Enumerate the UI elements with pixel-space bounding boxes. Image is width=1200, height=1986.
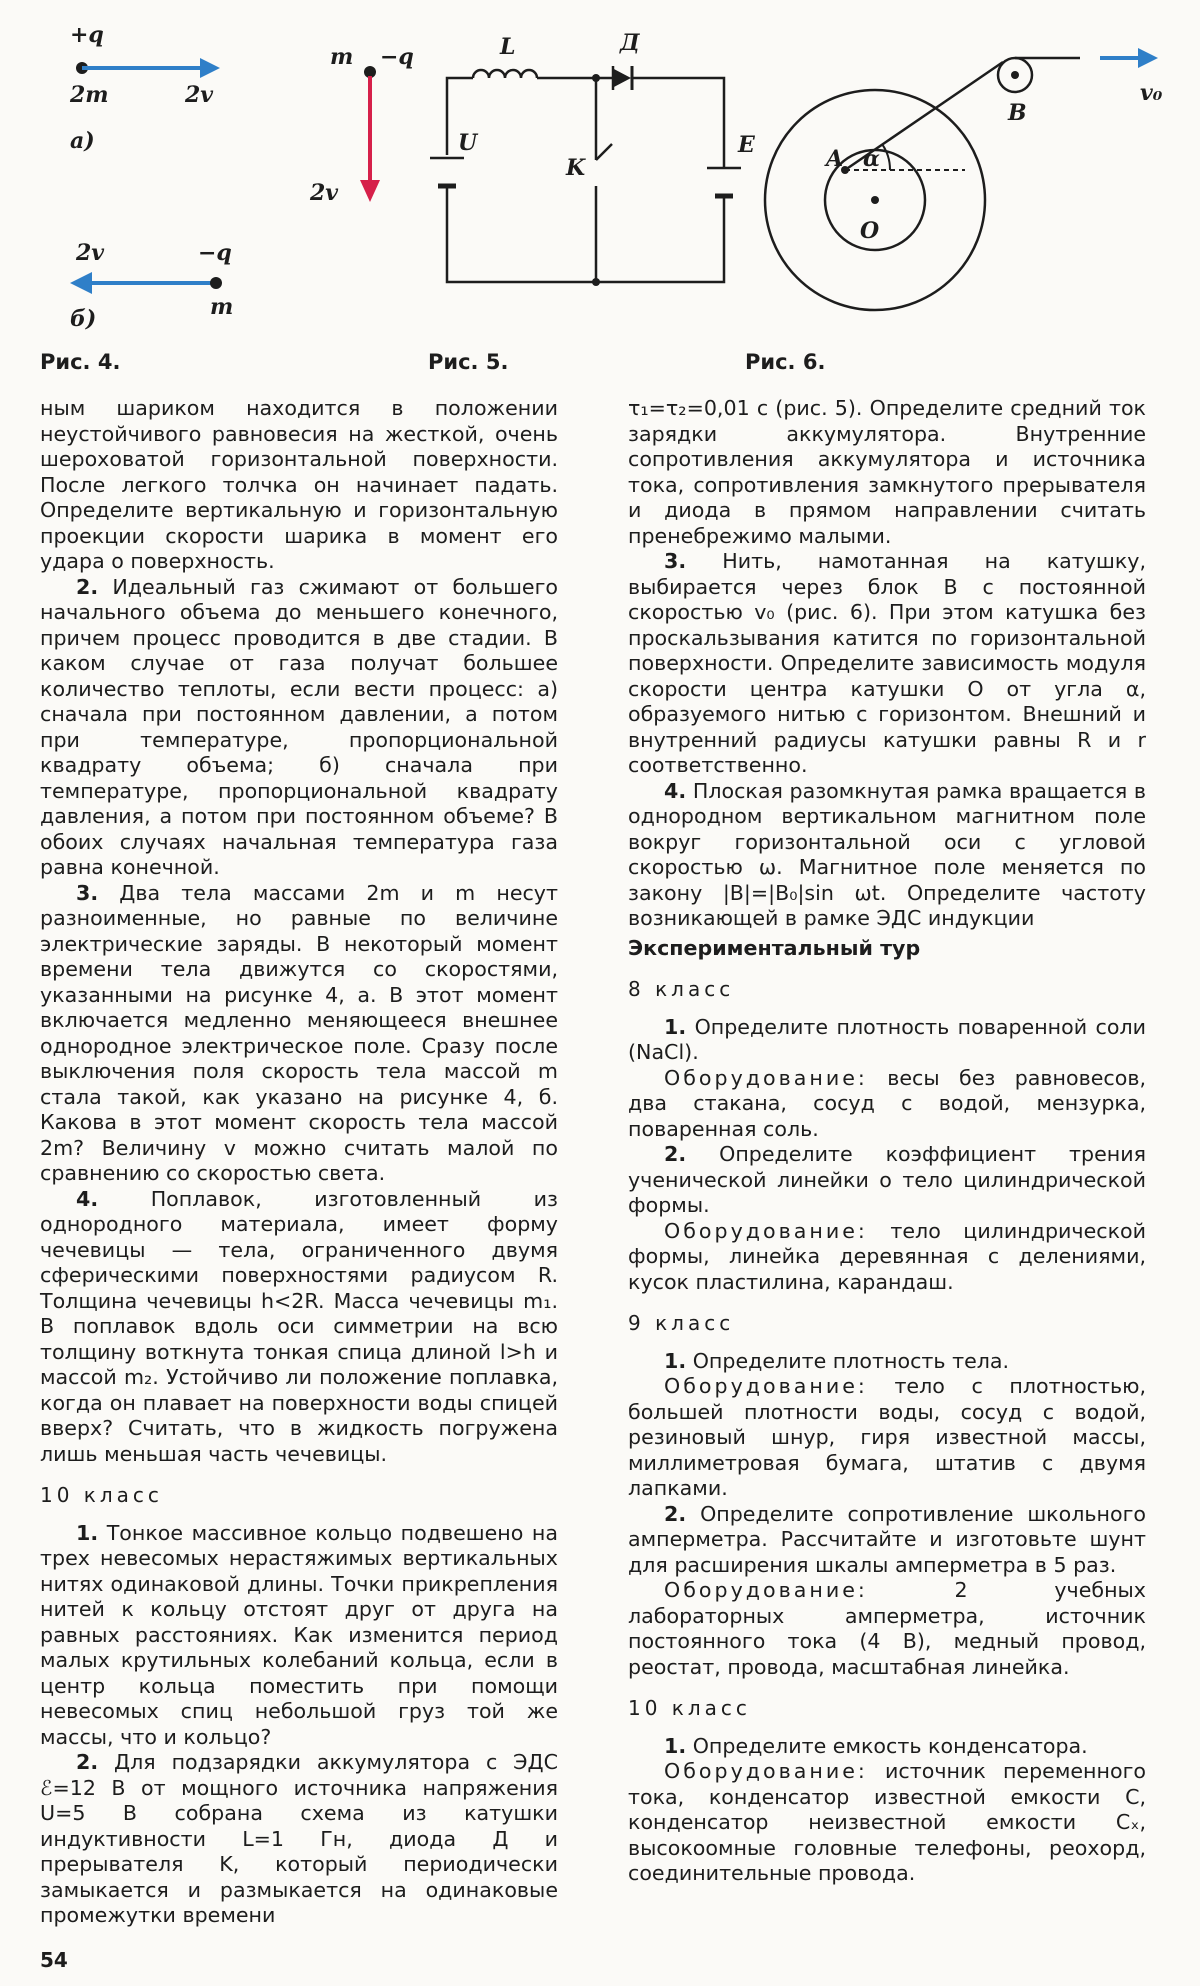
exp-9-2-equip: Оборудование: 2 учебных лабораторных амперметра, источник постоянного тока (4 В), медный провод, реостат, провода, масштабная линейка. <box>628 1578 1146 1679</box>
fig6-caption: Рис. 6. <box>745 350 826 374</box>
fig4-charge-neg: −q <box>198 240 232 266</box>
fig4-mass-b: m <box>210 294 234 320</box>
fig5-arrowhead <box>360 180 380 202</box>
fig5-inductor-label: L <box>500 34 516 60</box>
problem-3: 3. Два тела массами 2m и m несут разноименные, но равные по величине электрические заряды. В некоторый момент времени тела движутся со скоростями, указанными на рисунке 4, а. В этот момент включается медленно меняющееся внешнее однородное электрическое поле. Сразу после выключения поля скорость тела массой m стала такой, как указано на рисунке 4, б. Какова в этот момент скорость тела массой 2m? Величину v можно считать малой по сравнению со скоростью света. <box>40 880 558 1185</box>
problem-text: ным шариком находится в положении неустойчивого равновесия на жесткой, очень шероховатой горизонтальной поверхности. После легкого толчка он начинает падать. Определите вертикальную и горизонтальную проекции скорости шарика в момент его удара о поверхность. <box>40 396 558 573</box>
exp-8-2-equip: Оборудование: тело цилиндрической формы, линейка деревянная с делениями, кусок пластилина, карандаш. <box>628 1218 1146 1294</box>
fig6-velocity-arrowhead <box>1138 48 1158 68</box>
fig6-block-label: B <box>1008 100 1027 126</box>
exp-9-2: 2. Определите сопротивление школьного амперметра. Рассчитайте и изготовьте шунт для расширения шкалы амперметра в 5 раз. <box>628 1501 1146 1577</box>
fig6-angle-arc <box>882 144 890 170</box>
class-9-heading: 9 класс <box>628 1311 735 1335</box>
fig6-center: O <box>860 218 880 244</box>
fig5-mass: m <box>330 44 354 70</box>
fig6-velocity-label: v₀ <box>1140 80 1163 106</box>
fig5-speed: 2v <box>310 180 339 206</box>
class-10-exp-heading: 10 класс <box>628 1696 751 1720</box>
exp-9-1-equip: Оборудование: тело с плотностью, большей плотности воды, сосуд с водой, резиновый шнур, гиря известной массы, миллиметровая бумага, штатив с двумя лапками. <box>628 1374 1147 1500</box>
fig4-arrowhead-b <box>70 272 92 294</box>
figure-6 <box>760 20 1190 340</box>
problem-10-1: 1. Тонкое массивное кольцо подвешено на трех невесомых нерастяжимых вертикальных нитях одинаковой длины. Точки прикрепления нитей к кольцу отстоят друг от друга на равных расстояниях. Как изменится период малых крутильных колебаний кольца, если в центр кольца поместить при помощи невесомых спиц небольшой груз той же массы, что и кольцо? <box>40 1520 558 1749</box>
exp-10-1: 1. Определите емкость конденсатора. <box>664 1733 1088 1758</box>
problem-10-2: 2. Для подзарядки аккумулятора с ЭДС ℰ=12 В от мощного источника напряжения U=5 В собрана схема из катушки индуктивности L=1 Гн, диода Д и прерывателя K, который периодически замыкается и размыкается на одинаковые промежутки времени <box>40 1750 559 1927</box>
fig4-mass-a: 2m <box>70 82 109 108</box>
class-8-heading: 8 класс <box>628 977 735 1001</box>
exp-9-1: 1. Определите плотность тела. <box>664 1348 1010 1373</box>
exp-8-1: 1. Определите плотность поваренной соли (NaCl). <box>628 1014 1146 1064</box>
fig5-circuit <box>447 66 724 282</box>
fig4-speed-b: 2v <box>76 240 105 266</box>
fig5-switch-label: K <box>566 155 586 181</box>
exp-10-1-equip: Оборудование: источник переменного тока, конденсатор известной емкости C, конденсатор неизвестной емкости Cₓ, высокоомные головные телефоны, реохорд, соединительные провода. <box>628 1759 1146 1885</box>
fig5-source-label: U <box>458 130 478 156</box>
fig5-diode <box>612 68 631 88</box>
problem-2: 2. Идеальный газ сжимают от большего начального объема до меньшего конечного, причем процесс проводится в две стадии. В каком случае от газа получат большее количество теплоты, если вести процесс: а) сначала при постоянном давлении, а потом при температуре, пропорциональной квадрату объема; б) сначала при температуре, пропорциональной квадрату давления, а потом при постоянном объеме? В обоих случаях начальная температура газа равна конечной. <box>40 574 558 879</box>
figure-5 <box>310 20 755 320</box>
fig5-diode-label: Д <box>620 30 640 56</box>
fig6-angle: α <box>863 146 880 172</box>
fig6-point-a: A <box>826 146 844 172</box>
problem-10-4: 4. Плоская разомкнутая рамка вращается в однородном вертикальном магнитном поле вокруг горизонтальной оси с угловой скоростью ω. Магнитное поле меняется по закону |B|=|B₀|sin ωt. Определите частоту возникающей в рамке ЭДС индукции <box>628 778 1146 930</box>
problem-text-cont: τ₁=τ₂=0,01 с (рис. 5). Определите средний ток зарядки аккумулятора. Внутренние сопротивления аккумулятора и источника тока, сопротивления замкнутого прерывателя и диода в прямом направлении считать пренебрежимо малыми. <box>628 396 1146 548</box>
left-column <box>40 396 558 1929</box>
fig5-charge: −q <box>380 44 414 70</box>
fig4-speed-a: 2v <box>185 82 214 108</box>
exp-8-2: 2. Определите коэффициент трения ученической линейки о тело цилиндрической формы. <box>628 1142 1146 1217</box>
fig4-caption: Рис. 4. <box>40 350 121 374</box>
fig5-battery-label: E <box>738 132 755 158</box>
experimental-heading: Экспериментальный тур <box>628 935 921 960</box>
right-column <box>628 396 1146 1887</box>
fig4-particle-b <box>210 277 222 289</box>
fig4-sub-b: б) <box>70 306 97 332</box>
figure-4 <box>40 20 270 340</box>
exp-8-1-equip: Оборудование: весы без равновесов, два стакана, сосуд с водой, мензурка, поваренная соль. <box>628 1065 1147 1141</box>
problem-10-3: 3. Нить, намотанная на катушку, выбирается через блок B с постоянной скоростью v₀ (рис. 6). При этом катушка без проскальзывания катится по горизонтальной поверхности. Определите зависимость модуля скорости центра катушки O от угла α, образуемого нитью с горизонтом. Внешний и внутренний радиусы катушки равны R и r соответственно. <box>628 549 1146 777</box>
page-number: 54 <box>40 1948 68 1972</box>
fig4-sub-a: а) <box>70 128 95 154</box>
fig4-charge-pos: +q <box>70 22 104 48</box>
problem-4: 4. Поплавок, изготовленный из однородного материала, имеет форму чечевицы — тела, ограниченного двумя сферическими поверхностями радиусом R. Толщина чечевицы h<2R. Масса чечевицы m₁. В поплавок вдоль оси симметрии на всю толщину воткнута тонкая спица длиной l>h и массой m₂. Устойчиво ли положение поплавка, когда он плавает на поверхности воды спицей вверх? Считать, что в жидкость погружена лишь меньшая часть чечевицы. <box>40 1186 559 1466</box>
fig4-arrowhead-a <box>200 58 220 78</box>
class-10-heading: 10 класс <box>40 1483 163 1507</box>
fig5-caption: Рис. 5. <box>428 350 509 374</box>
